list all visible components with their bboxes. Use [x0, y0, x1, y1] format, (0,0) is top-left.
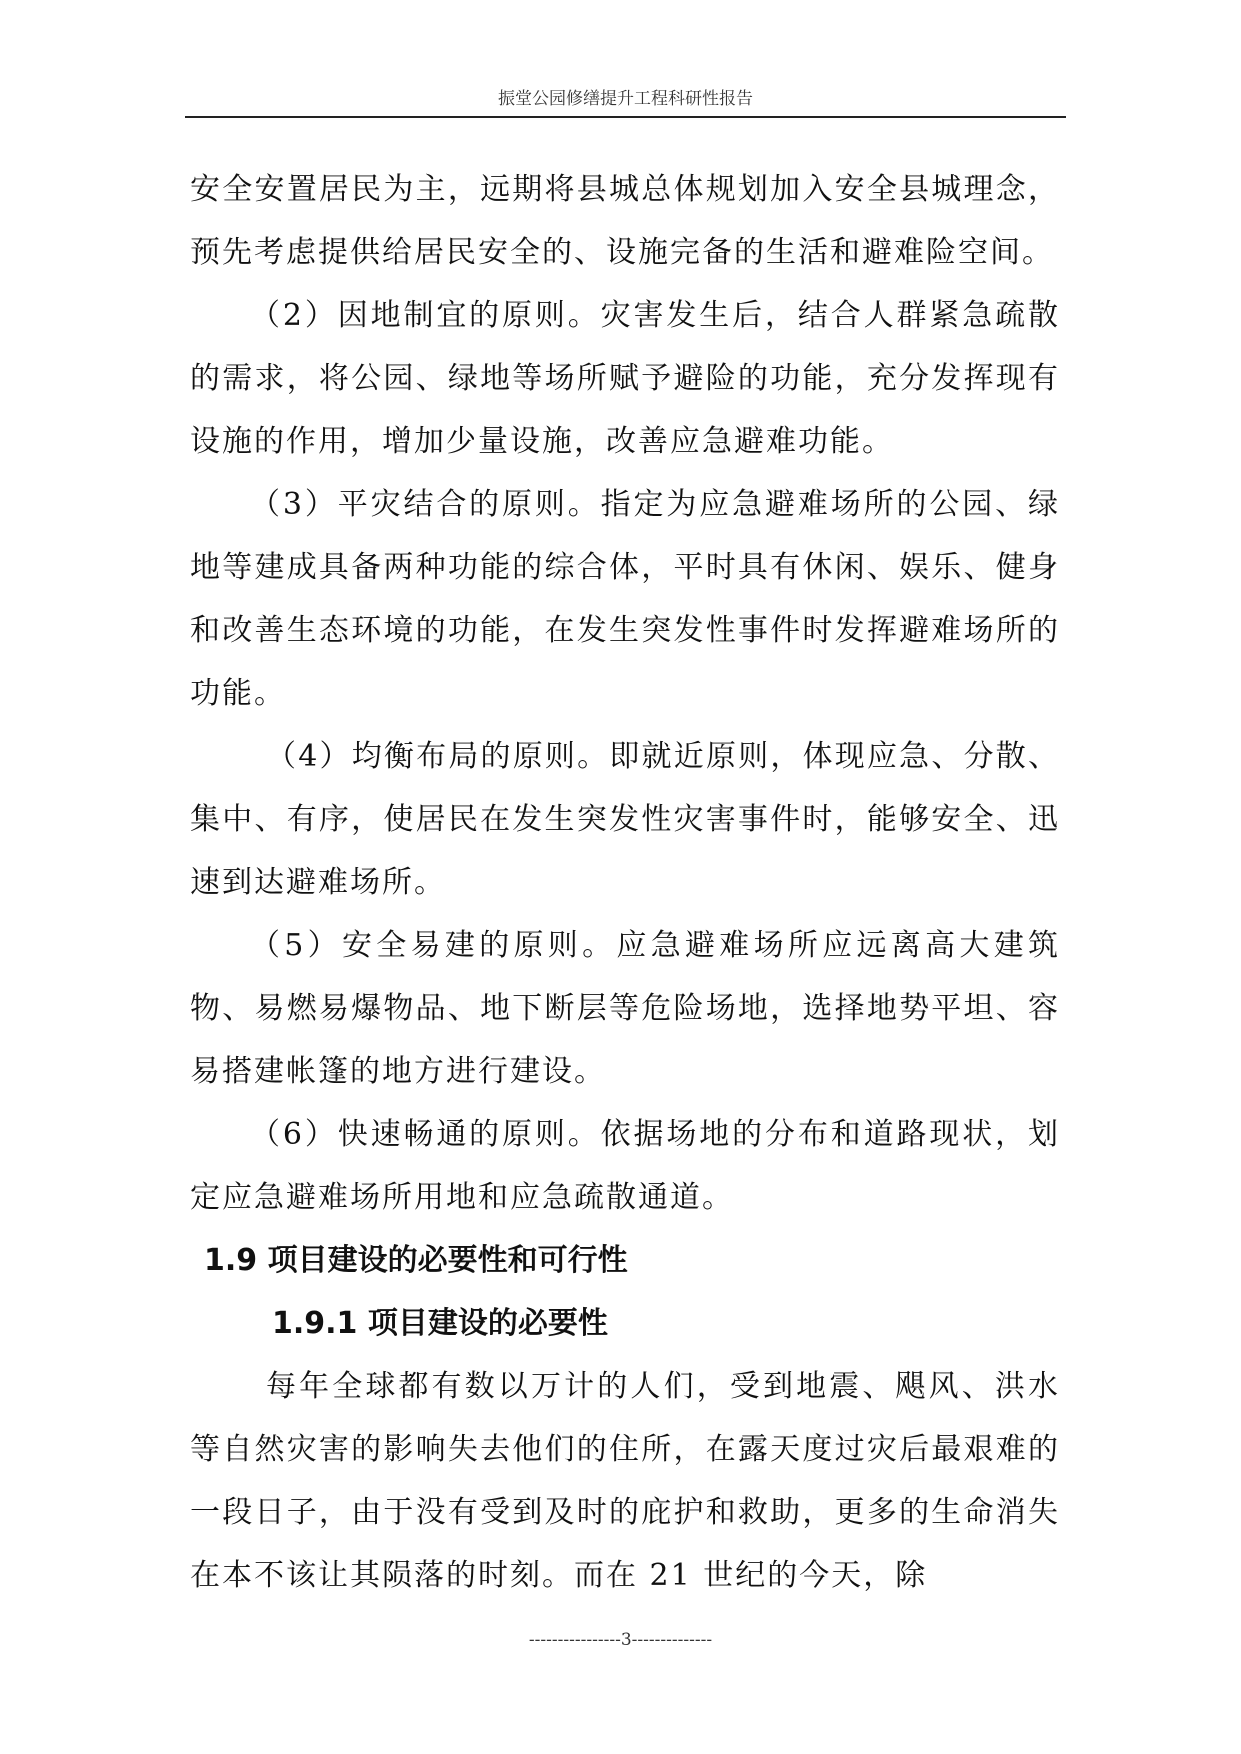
- paragraph-principle-2: （2）因地制宜的原则。灾害发生后，结合人群紧急疏散的需求，将公园、绿地等场所赋予避险的功能，充分发挥现有设施的作用，增加少量设施，改善应急避难功能。: [190, 298, 1060, 459]
- header-title: 振堂公园修缮提升工程科研性报告: [498, 89, 753, 109]
- page-header: [185, 82, 1066, 118]
- page-footer: [0, 1630, 1241, 1650]
- paragraph-principle-5: （5）安全易建的原则。应急避难场所应远离高大建筑物、易燃易爆物品、地下断层等危险场地，选择地势平坦、容易搭建帐篷的地方进行建设。: [190, 928, 1060, 1089]
- paragraph-principle-6: （6）快速畅通的原则。依据场地的分布和道路现状，划定应急避难场所用地和应急疏散通道。: [190, 1117, 1060, 1215]
- paragraph-principle-3: （3）平灾结合的原则。指定为应急避难场所的公园、绿地等建成具备两种功能的综合体，平时具有休闲、娱乐、健身和改善生态环境的功能，在发生突发性事件时发挥避难场所的功能。: [190, 487, 1060, 711]
- paragraph-continuation: 安全安置居民为主，远期将县城总体规划加入安全县城理念，预先考虑提供给居民安全的、设施完备的生活和避难险空间。: [190, 172, 1060, 270]
- subsection-heading: 1.9.1 项目建设的必要性: [272, 1306, 608, 1341]
- paragraph-necessity: 每年全球都有数以万计的人们，受到地震、飓风、洪水等自然灾害的影响失去他们的住所，在露天度过灾后最艰难的一段日子，由于没有受到及时的庇护和救助，更多的生命消失在本不该让其陨落的时刻。而在 21 世纪的今天，除: [190, 1369, 1060, 1593]
- page-number: ----------------3--------------: [528, 1630, 713, 1650]
- section-heading: 1.9 项目建设的必要性和可行性: [204, 1243, 628, 1278]
- paragraph-principle-4: （4）均衡布局的原则。即就近原则，体现应急、分散、集中、有序，使居民在发生突发性灾害事件时，能够安全、迅速到达避难场所。: [190, 739, 1060, 900]
- document-body: [190, 158, 1060, 1607]
